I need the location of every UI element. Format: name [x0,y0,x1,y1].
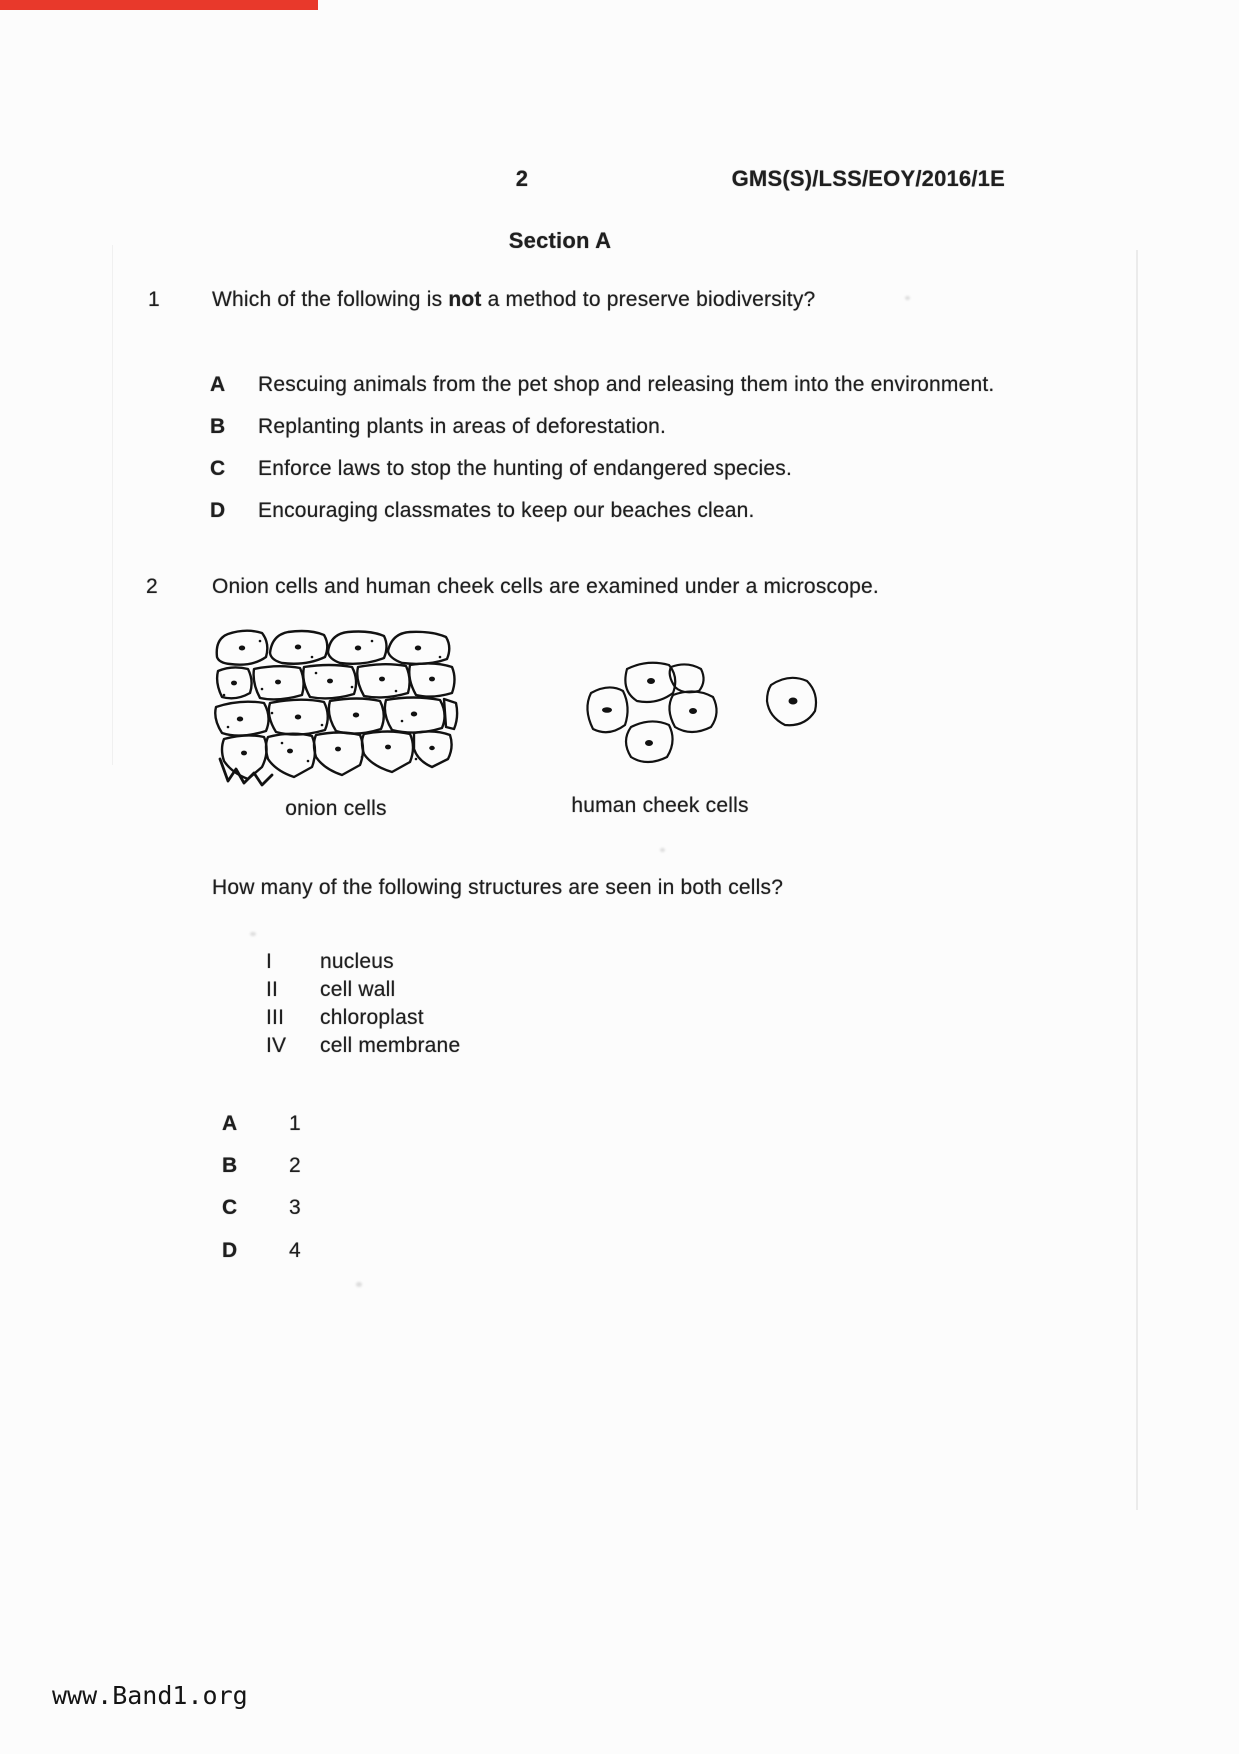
q1-option-a-text: Rescuing animals from the pet shop and releasing them into the environment. [258,373,995,396]
structure-i-label: nucleus [320,950,394,973]
question-1-text-not: not [448,288,482,311]
doc-reference: GMS(S)/LSS/EOY/2016/1E [731,166,1005,191]
q2-option-c-letter: C [222,1196,238,1219]
q2-option-d-letter: D [222,1239,238,1262]
structure-iii-label: chloroplast [320,1006,424,1029]
q1-option-c-letter: C [210,457,226,480]
structure-ii-label: cell wall [320,978,396,1001]
scan-speck [250,932,256,936]
structure-iv-label: cell membrane [320,1034,461,1057]
question-1-text-after: a method to preserve biodiversity? [481,288,816,311]
onion-cells-illustration [212,626,460,790]
caption-onion-cells: onion cells [285,797,387,820]
q1-option-b-text: Replanting plants in areas of deforestation. [258,415,667,438]
scan-top-strip [0,0,318,10]
question-2-sub-question: How many of the following structures are seen in both cells? [212,876,784,899]
question-1-text [212,288,815,312]
section-title: Section A [508,228,612,253]
q2-option-d-value: 4 [289,1239,301,1262]
scan-speck [356,1282,362,1287]
caption-human-cheek-cells: human cheek cells [571,794,749,817]
q2-option-a-value: 1 [289,1112,301,1135]
question-1-number: 1 [148,288,160,311]
scan-speck [905,296,910,300]
question-2-number: 2 [146,575,158,598]
question-2-stem: Onion cells and human cheek cells are examined under a microscope. [212,575,879,598]
structure-iii-numeral: III [266,1006,285,1029]
structure-i-numeral: I [266,950,273,973]
q2-option-b-value: 2 [289,1154,301,1177]
q1-option-d-letter: D [210,499,226,522]
q1-option-c-text: Enforce laws to stop the hunting of endangered species. [258,457,793,480]
footer-watermark-url: www.Band1.org [52,1681,248,1710]
question-1-text-before: Which of the following is [212,288,449,311]
scan-edge-line [1136,250,1138,1510]
q2-option-a-letter: A [222,1112,238,1135]
q2-option-c-value: 3 [289,1196,301,1219]
page-number: 2 [515,166,529,191]
q1-option-a-letter: A [210,373,226,396]
q1-option-b-letter: B [210,415,226,438]
q1-option-d-text: Encouraging classmates to keep our beaches clean. [258,499,755,522]
scan-speck [660,848,665,852]
human-cheek-cells-illustration [575,655,830,783]
q2-option-b-letter: B [222,1154,238,1177]
structure-ii-numeral: II [266,978,279,1001]
structure-iv-numeral: IV [266,1034,287,1057]
scan-edge-line [112,245,113,765]
